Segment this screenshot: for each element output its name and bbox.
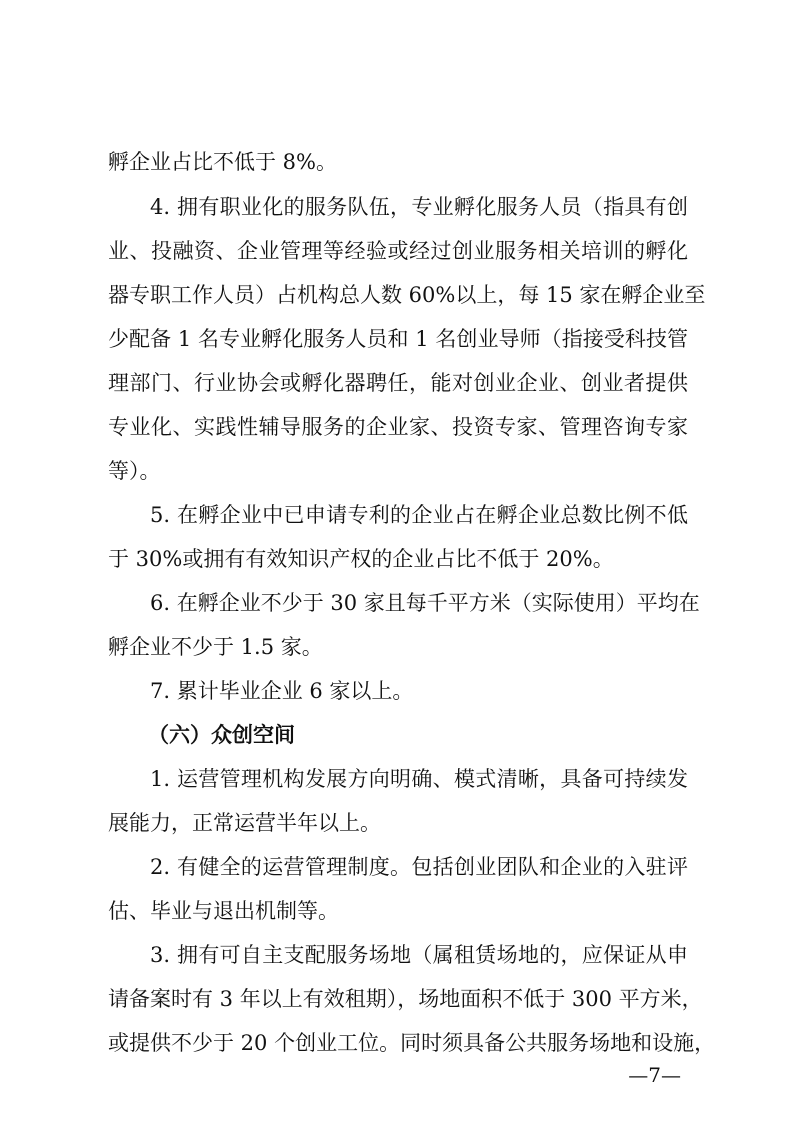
text-line: 2. 有健全的运营管理制度。包括创业团队和企业的入驻评 bbox=[150, 855, 688, 879]
text-line: 等）。 bbox=[108, 459, 161, 483]
text-line: 7. 累计毕业企业 6 家以上。 bbox=[150, 679, 414, 703]
text-line: 请备案时有 3 年以上有效租期），场地面积不低于 300 平方米， bbox=[108, 987, 703, 1011]
text-line: 5. 在孵企业中已申请专利的企业占在孵企业总数比例不低 bbox=[150, 503, 688, 527]
text-line: 或提供不少于 20 个创业工位。同时须具备公共服务场地和设施， bbox=[108, 1031, 716, 1055]
section-heading: （六）众创空间 bbox=[148, 723, 295, 747]
text-line: 展能力，正常运营半年以上。 bbox=[108, 811, 381, 835]
text-line: 业、投融资、企业管理等经验或经过创业服务相关培训的孵化 bbox=[108, 239, 688, 263]
text-line: 理部门、行业协会或孵化器聘任，能对创业企业、创业者提供 bbox=[108, 371, 688, 395]
text-line: 3. 拥有可自主支配服务场地（属租赁场地的，应保证从申 bbox=[150, 943, 688, 967]
text-line: 4. 拥有职业化的服务队伍，专业孵化服务人员（指具有创 bbox=[150, 195, 688, 219]
text-line: 孵企业占比不低于 8%。 bbox=[108, 150, 337, 174]
text-line: 6. 在孵企业不少于 30 家且每千平方米（实际使用）平均在 bbox=[150, 591, 700, 615]
text-line: 1. 运营管理机构发展方向明确、模式清晰，具备可持续发 bbox=[150, 767, 688, 791]
text-line: 少配备 1 名专业孵化服务人员和 1 名创业导师（指接受科技管 bbox=[108, 327, 688, 351]
text-line: 专业化、实践性辅导服务的企业家、投资专家、管理咨询专家 bbox=[108, 415, 688, 439]
page-number: —7— bbox=[628, 1063, 681, 1087]
text-line: 孵企业不少于 1.5 家。 bbox=[108, 635, 323, 659]
text-line: 估、毕业与退出机制等。 bbox=[108, 899, 339, 923]
text-line: 于 30%或拥有有效知识产权的企业占比不低于 20%。 bbox=[108, 547, 614, 571]
text-line: 器专职工作人员）占机构总人数 60%以上，每 15 家在孵企业至 bbox=[108, 283, 706, 307]
